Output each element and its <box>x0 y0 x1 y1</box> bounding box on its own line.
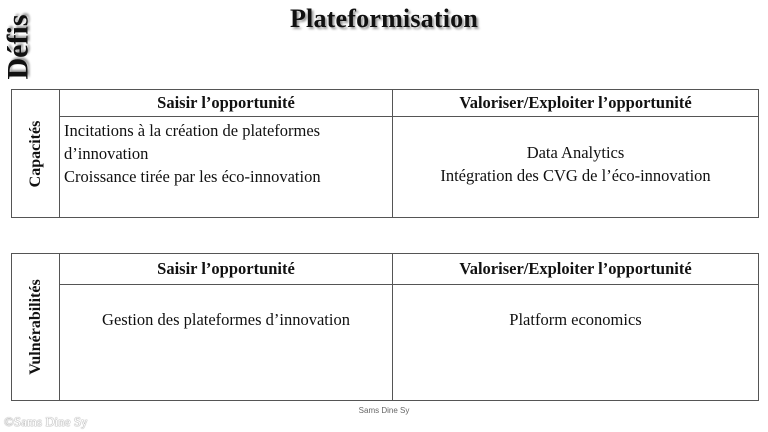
vulnerabilites-col1-header: Saisir l’opportunité <box>60 254 393 285</box>
capacites-table <box>11 89 759 218</box>
capacites-col2-header: Valoriser/Exploiter l’opportunité <box>393 90 759 117</box>
capacites-row-label: Capacités <box>26 120 44 187</box>
capacites-row-header <box>12 90 60 218</box>
vulnerabilites-col2-cell <box>393 285 759 401</box>
vulnerabilites-table <box>11 253 759 401</box>
footer-watermark: ©Sams Dine Sy <box>4 414 88 429</box>
vulnerabilites-col2-text: Platform economics <box>509 310 642 329</box>
slide-title: Plateformisation <box>289 4 479 33</box>
capacites-col1-header: Saisir l’opportunité <box>60 90 393 117</box>
vulnerabilites-row-label: Vulnérabilités <box>26 279 44 375</box>
capacites-col2-line: Data Analytics <box>526 143 625 162</box>
footer-author: Sams Dine Sy <box>358 406 410 415</box>
capacites-col1-line: Incitations à la création de plateformes <box>64 121 321 140</box>
side-label-text: Défis <box>1 14 35 80</box>
capacites-col2-cell <box>393 117 759 218</box>
capacites-col1-line: Croissance tirée par les éco-innovation <box>64 167 321 186</box>
capacites-col1-cell <box>60 117 393 218</box>
vulnerabilites-col1-cell <box>60 285 393 401</box>
vulnerabilites-col1-text: Gestion des plateformes d’innovation <box>102 310 350 329</box>
vulnerabilites-col2-header: Valoriser/Exploiter l’opportunité <box>393 254 759 285</box>
vulnerabilites-row-header <box>12 254 60 401</box>
capacites-col2-line: Intégration des CVG de l’éco-innovation <box>440 166 711 185</box>
capacites-col1-line: d’innovation <box>64 144 149 163</box>
